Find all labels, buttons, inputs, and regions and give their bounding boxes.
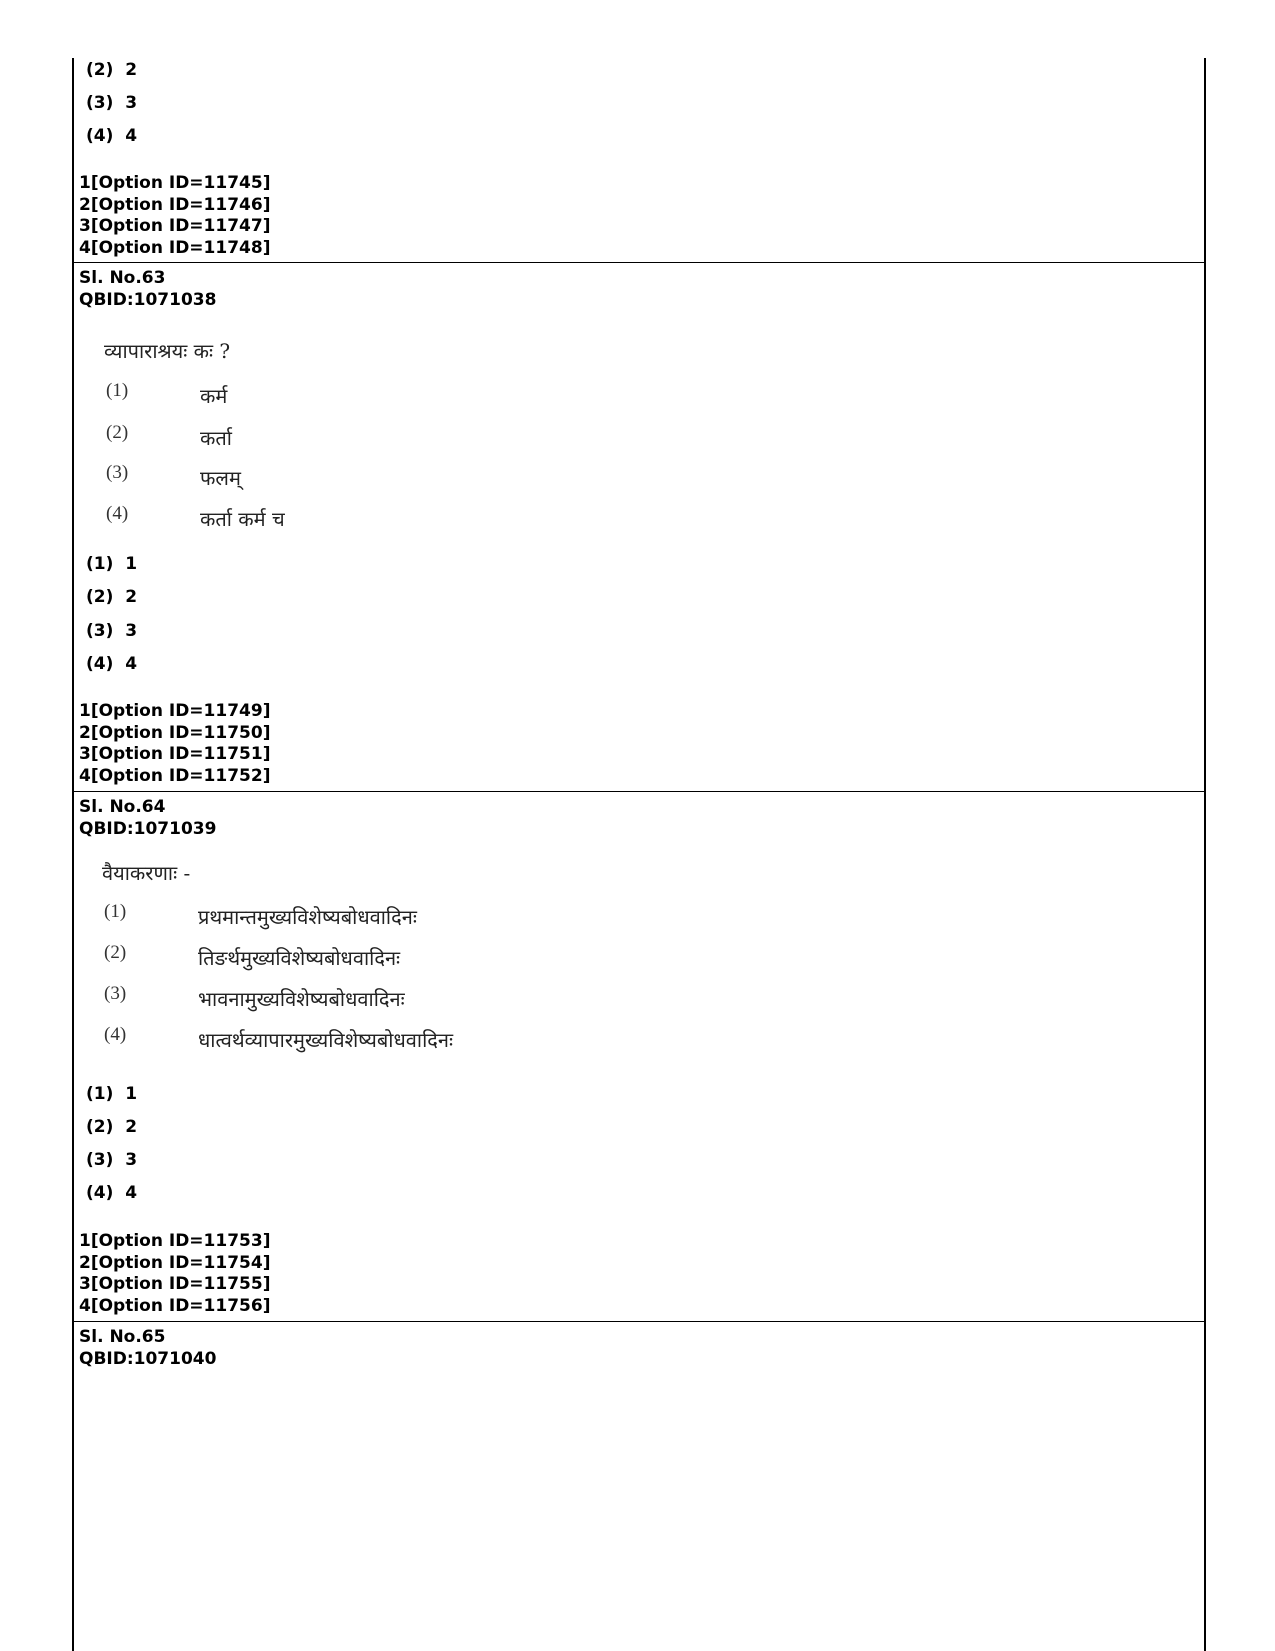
serial-number: Sl. No.65 (79, 1327, 166, 1347)
choice-text: प्रथमान्तमुख्यविशेष्यबोधवादिनः (198, 905, 417, 929)
option-id: 2[Option ID=11754] (79, 1252, 271, 1273)
choice-text: तिङर्थमुख्यविशेष्यबोधवादिनः (198, 946, 401, 970)
choice-text: कर्म (200, 384, 228, 408)
qbid: QBID:1071039 (79, 818, 217, 839)
answer-option-1: (1) 1 (86, 1084, 138, 1104)
answer-option-2: (2) 2 (86, 587, 138, 607)
option-id: 4[Option ID=11748] (79, 237, 271, 258)
answer-option-3: (3) 3 (86, 621, 138, 641)
row-divider (74, 1321, 1204, 1322)
option-id: 4[Option ID=11756] (79, 1295, 271, 1316)
option-id: 2[Option ID=11750] (79, 722, 271, 743)
choice-number: (1) (106, 380, 129, 401)
answer-option-2: (2) 2 (86, 60, 138, 80)
choice-number: (4) (104, 1024, 127, 1045)
answer-option-3: (3) 3 (86, 1150, 138, 1170)
option-id-list (79, 173, 270, 259)
answer-option-2: (2) 2 (86, 1117, 138, 1137)
question-stem: व्यापाराश्रयः कः ? (104, 339, 231, 363)
serial-number: Sl. No.63 (79, 268, 166, 288)
question-table (72, 58, 1206, 1651)
choice-number: (1) (104, 901, 127, 922)
option-id: 2[Option ID=11746] (79, 194, 271, 215)
choice-text: धात्वर्थव्यापारमुख्यविशेष्यबोधवादिनः (198, 1028, 454, 1052)
choice-number: (2) (106, 422, 129, 443)
option-id: 3[Option ID=11747] (79, 216, 271, 236)
option-id: 3[Option ID=11755] (79, 1274, 271, 1294)
qbid: QBID:1071038 (79, 289, 217, 310)
option-id: 1[Option ID=11753] (79, 1231, 271, 1251)
option-id-list (79, 1231, 270, 1317)
row-divider (74, 791, 1204, 792)
answer-option-4: (4) 4 (86, 1183, 138, 1203)
option-id-list (79, 701, 270, 787)
option-id: 1[Option ID=11745] (79, 173, 271, 193)
choice-text: कर्ता कर्म च (200, 507, 285, 531)
answer-option-1: (1) 1 (86, 554, 138, 574)
option-id: 1[Option ID=11749] (79, 701, 271, 721)
qbid: QBID:1071040 (79, 1348, 217, 1369)
choice-number: (4) (106, 503, 129, 524)
question-header (79, 797, 216, 840)
option-id: 4[Option ID=11752] (79, 765, 271, 786)
answer-option-4: (4) 4 (86, 654, 138, 674)
answer-option-4: (4) 4 (86, 126, 138, 146)
row-divider (74, 262, 1204, 263)
choice-number: (2) (104, 942, 127, 963)
question-stem: वैयाकरणाः - (102, 861, 191, 885)
choice-text: फलम् (200, 466, 241, 490)
choice-number: (3) (104, 983, 127, 1004)
choice-text: कर्ता (200, 426, 232, 450)
serial-number: Sl. No.64 (79, 797, 166, 817)
question-header (79, 1327, 216, 1370)
answer-option-3: (3) 3 (86, 93, 138, 113)
question-header (79, 268, 216, 311)
choice-number: (3) (106, 462, 129, 483)
choice-text: भावनामुख्यविशेष्यबोधवादिनः (198, 987, 405, 1011)
option-id: 3[Option ID=11751] (79, 744, 271, 764)
